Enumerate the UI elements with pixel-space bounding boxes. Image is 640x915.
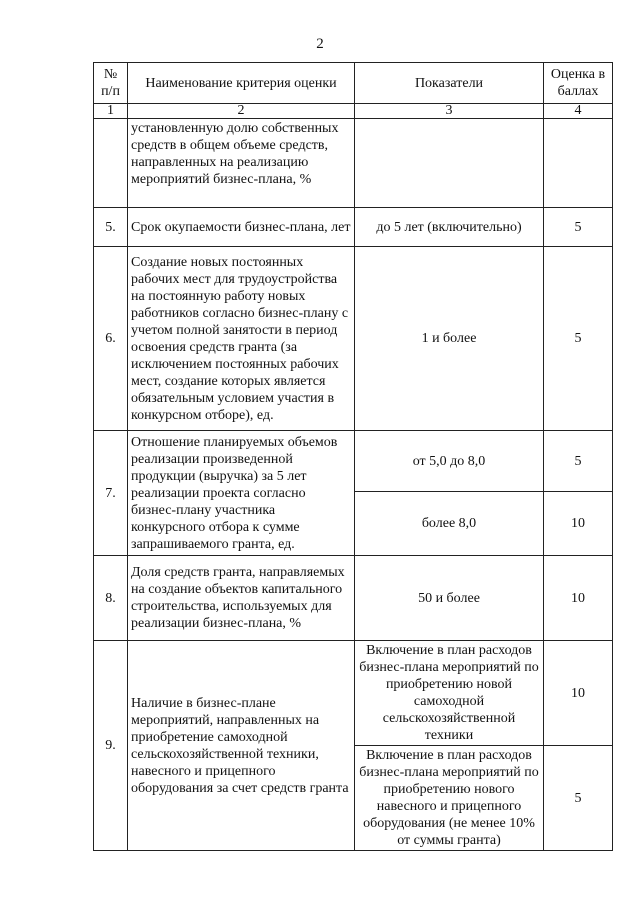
criterion-cell: Срок окупаемости бизнес-плана, лет [128, 208, 355, 247]
score-cell: 5 [544, 247, 613, 431]
score-cell: 5 [544, 431, 613, 492]
indicator-cell: Включение в план расходов бизнес-плана мероприятий по приобретению нового навесного и прицепного оборудования (не менее 10% от суммы гранта) [355, 746, 544, 851]
table-row [94, 119, 613, 208]
score-cell [544, 119, 613, 208]
score-cell: 10 [544, 641, 613, 746]
column-number: 1 [94, 104, 128, 119]
indicator-cell: 50 и более [355, 556, 544, 641]
header-score: Оценка в баллах [544, 63, 613, 104]
table-row [94, 556, 613, 641]
criterion-cell: Создание новых постоянных рабочих мест для трудоустройства на постоянную работу новых работников согласно бизнес-плану с учетом полной занятости в период освоения средств гранта (за исключением постоянных рабочих мест, создание которых является обязательным условием участия в конкурсном отборе), ед. [128, 247, 355, 431]
header-number: № п/п [94, 63, 128, 104]
header-indicators: Показатели [355, 63, 544, 104]
criterion-cell: Доля средств гранта, направляемых на создание объектов капитального строительства, используемых для реализации бизнес-плана, % [128, 556, 355, 641]
table-row [94, 431, 613, 492]
row-number [94, 119, 128, 208]
indicator-cell: 1 и более [355, 247, 544, 431]
column-number: 3 [355, 104, 544, 119]
score-cell: 10 [544, 492, 613, 556]
row-number: 6. [94, 247, 128, 431]
column-number: 4 [544, 104, 613, 119]
indicator-cell: от 5,0 до 8,0 [355, 431, 544, 492]
row-number: 9. [94, 641, 128, 851]
table-row [94, 208, 613, 247]
indicator-cell [355, 119, 544, 208]
table-header-row [94, 63, 613, 104]
indicator-cell: до 5 лет (включительно) [355, 208, 544, 247]
column-number-row [94, 104, 613, 119]
page-number: 2 [316, 36, 324, 52]
row-number: 8. [94, 556, 128, 641]
column-number: 2 [128, 104, 355, 119]
header-criterion: Наименование критерия оценки [128, 63, 355, 104]
indicator-cell: более 8,0 [355, 492, 544, 556]
indicator-cell: Включение в план расходов бизнес-плана мероприятий по приобретению новой самоходной сельскохозяйственной техники [355, 641, 544, 746]
criterion-cell: установленную долю собственных средств в общем объеме средств, направленных на реализацию мероприятий бизнес-плана, % [128, 119, 355, 208]
row-number: 5. [94, 208, 128, 247]
table-row [94, 641, 613, 746]
criteria-table [93, 62, 613, 851]
criterion-cell: Отношение планируемых объемов реализации произведенной продукции (выручка) за 5 лет реализации проекта согласно бизнес-плану участника конкурсного отбора к сумме запрашиваемого гранта, ед. [128, 431, 355, 556]
score-cell: 5 [544, 208, 613, 247]
score-cell: 10 [544, 556, 613, 641]
table-row [94, 247, 613, 431]
score-cell: 5 [544, 746, 613, 851]
criterion-cell: Наличие в бизнес-плане мероприятий, направленных на приобретение самоходной сельскохозяйственной техники, навесного и прицепного оборудования за счет средств гранта [128, 641, 355, 851]
row-number: 7. [94, 431, 128, 556]
